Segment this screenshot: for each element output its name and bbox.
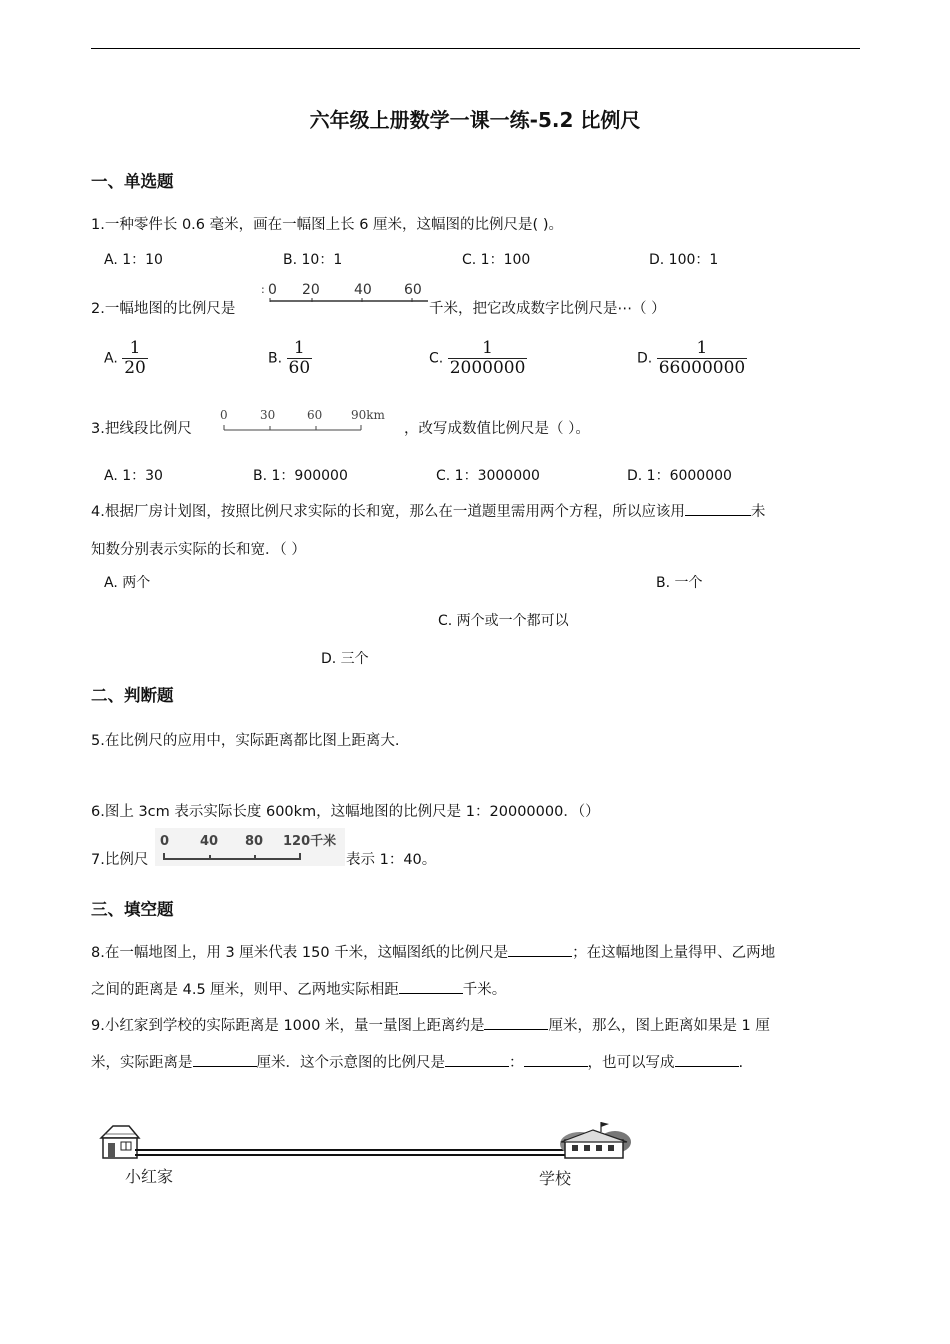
question-4-line-2: 知数分别表示实际的长和宽．（ ） <box>91 542 306 558</box>
q3-scale-tick-0: 0 <box>220 408 228 422</box>
q4-option-a[interactable]: A. 两个 <box>104 575 151 591</box>
page-title: 六年级上册数学一课一练-5.2 比例尺 <box>309 108 641 132</box>
q7-scale-tick-80: 80 <box>245 834 264 849</box>
question-7-suffix: 表示 1：40。 <box>346 852 437 868</box>
question-3-prefix: 3.把线段比例尺 <box>91 421 192 437</box>
q8-blank-scale[interactable] <box>508 941 572 957</box>
q2-option-c-fraction: $\frac{1}{2000000}$ <box>449 338 526 378</box>
question-9-line-2: 米，实际距离是 厘米．这个示意图的比例尺是 ： ，也可以写成 . <box>91 1051 743 1072</box>
section-heading-single-choice: 一、单选题 <box>91 172 174 191</box>
q4-option-c[interactable]: C. 两个或一个都可以 <box>438 613 569 629</box>
q4-blank[interactable] <box>685 500 751 516</box>
q2-option-b-fraction: $\frac{1}{60}$ <box>288 338 311 378</box>
section-heading-fill-blank: 三、填空题 <box>91 900 174 919</box>
home-school-diagram <box>95 1120 635 1192</box>
q2-option-a[interactable] <box>104 339 148 378</box>
q7-scale-tick-0: 0 <box>160 834 170 849</box>
q4-option-d[interactable]: D. 三个 <box>321 651 369 667</box>
q2-scale-bar <box>258 278 430 312</box>
q2-scale-tick-20: 20 <box>302 282 320 298</box>
q3-scale-tick-90km: 90km <box>351 408 385 422</box>
question-3-suffix: ，改写成数值比例尺是（ ）。 <box>404 421 590 437</box>
question-2-prefix: 2.一幅地图的比例尺是 <box>91 301 236 317</box>
question-4-line-1: 4.根据厂房计划图，按照比例尺求实际的长和宽，那么在一道题里需用两个方程，所以应该用 未 <box>91 500 765 521</box>
q3-scale-tick-60: 60 <box>307 408 323 422</box>
q3-scale-tick-30: 30 <box>260 408 276 422</box>
q8-blank-distance[interactable] <box>399 978 463 994</box>
question-6-text: 6.图上 3cm 表示实际长度 600km，这幅地图的比例尺是 1：20000000．（） <box>91 804 600 820</box>
q2-scale-tick-40: 40 <box>354 282 372 298</box>
q1-option-c[interactable]: C. 1：100 <box>462 252 531 268</box>
q9-blank-ratio-left[interactable] <box>445 1051 509 1067</box>
q3-option-a[interactable]: A. 1：30 <box>104 468 163 484</box>
q2-option-b[interactable] <box>268 339 312 378</box>
section-heading-true-false: 二、判断题 <box>91 686 174 705</box>
q9-blank-actual-distance[interactable] <box>193 1051 257 1067</box>
question-1-text: 1.一种零件长 0.6 毫米，画在一幅图上长 6 厘米，这幅图的比例尺是( )。 <box>91 217 563 233</box>
q2-option-a-label: A. <box>104 350 118 367</box>
question-8-line-2: 之间的距离是 4.5 厘米，则甲、乙两地实际相距 千米。 <box>91 978 506 999</box>
q2-scale-tick-0: 0 <box>268 282 277 298</box>
q2-option-c-label: C. <box>429 350 444 367</box>
q9-blank-map-distance[interactable] <box>484 1014 548 1030</box>
q1-option-a[interactable]: A. 1：10 <box>104 252 163 268</box>
q1-option-d[interactable]: D. 100：1 <box>649 252 719 268</box>
q2-option-b-label: B. <box>268 350 283 367</box>
q2-option-a-fraction: $\frac{1}{20}$ <box>124 338 146 378</box>
q2-option-d[interactable] <box>637 339 747 378</box>
school-icon <box>560 1122 631 1158</box>
q7-scale-tick-40: 40 <box>200 834 219 849</box>
q2-option-c[interactable] <box>429 339 527 378</box>
q1-option-b[interactable]: B. 10：1 <box>283 252 343 268</box>
q9-blank-alt-form[interactable] <box>675 1051 739 1067</box>
q7-scale-tick-120: 120千米 <box>283 834 337 849</box>
question-2-suffix: 千米，把它改成数字比例尺是⋯（ ） <box>429 301 666 317</box>
question-9-line-1: 9.小红家到学校的实际距离是 1000 米，量一量图上距离约是 厘米，那么，图上距离如果是 1 厘 <box>91 1014 770 1035</box>
house-icon <box>101 1126 139 1158</box>
question-7-prefix: 7.比例尺 <box>91 852 149 868</box>
q4-option-b[interactable]: B. 一个 <box>656 575 703 591</box>
school-label: 学校 <box>539 1169 572 1188</box>
q3-option-b[interactable]: B. 1：900000 <box>253 468 348 484</box>
q7-scale-bar <box>155 828 345 866</box>
q2-option-d-fraction: $\frac{1}{66000000}$ <box>658 338 746 378</box>
q2-scale-tick-60: 60 <box>404 282 422 298</box>
q2-option-d-label: D. <box>637 350 653 367</box>
q3-scale-bar <box>215 405 395 435</box>
question-8-line-1: 8.在一幅地图上，用 3 厘米代表 150 千米，这幅图纸的比例尺是 ；在这幅地图上量得甲、乙两地 <box>91 941 775 962</box>
header-rule <box>91 48 860 49</box>
question-5-text: 5.在比例尺的应用中，实际距离都比图上距离大. <box>91 733 400 749</box>
q3-option-c[interactable]: C. 1：3000000 <box>436 468 540 484</box>
q3-option-d[interactable]: D. 1：6000000 <box>627 468 732 484</box>
q9-blank-ratio-right[interactable] <box>524 1051 588 1067</box>
home-label: 小红家 <box>125 1167 174 1186</box>
svg-text::: : <box>261 283 265 296</box>
